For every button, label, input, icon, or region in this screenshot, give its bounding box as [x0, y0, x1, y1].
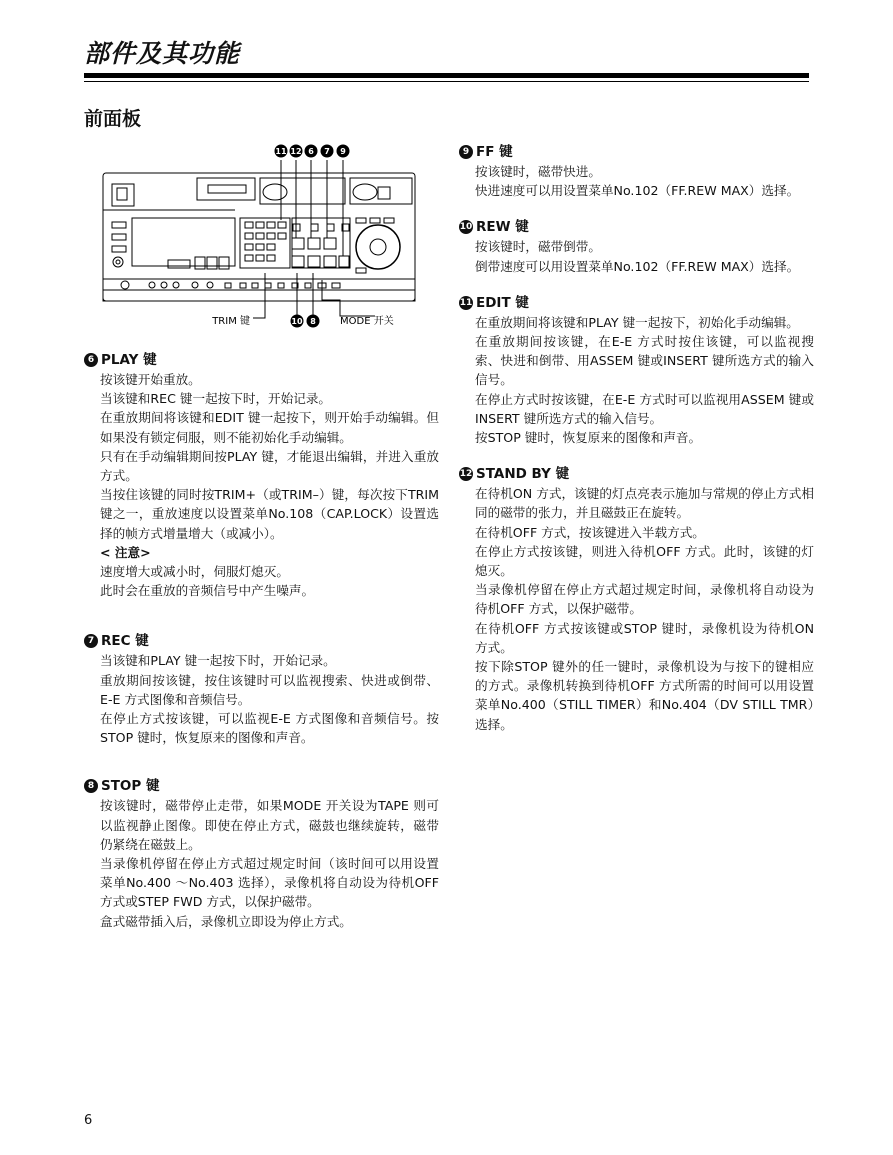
callout-6: 6 — [308, 147, 314, 156]
paragraph: 在停止方式按该键，可以监视E-E 方式图像和音频信号。按STOP 键时，恢复原来的图像和声音。 — [100, 711, 439, 746]
callout-8: 8 — [310, 317, 316, 326]
play-key-title: PLAY 键 — [101, 352, 157, 368]
paragraph: 按该键开始重放。 — [100, 372, 201, 387]
ff-number-badge: 9 — [459, 145, 473, 159]
ff-key-title: FF 键 — [476, 144, 513, 160]
paragraph: 快进速度可以用设置菜单No.102（FF.REW MAX）选择。 — [475, 183, 800, 199]
callout-12: 12 — [290, 147, 302, 156]
ff-key-section — [459, 142, 814, 200]
edit-number-badge: 11 — [459, 297, 473, 308]
paragraph: 在待机ON 方式，该键的灯点亮表示施加与常规的停止方式相同的磁带的张力，并且磁鼓正在旋转。 — [475, 486, 814, 521]
paragraph: 按该键时，磁带快进。 — [475, 164, 601, 179]
paragraph: 按该键时，磁带倒带。 — [475, 239, 601, 255]
paragraph: 当该键和PLAY 键一起按下时，开始记录。 — [100, 653, 336, 669]
stop-key-section — [84, 776, 439, 930]
rew-key-section — [459, 217, 814, 275]
paragraph: 按下除STOP 键外的任一键时，录像机设为与按下的键相应的方式。录像机转换到待机OFF 方式所需的时间可以用设置菜单No.400（STILL TIMER）和No.404（DV STILL TMR）选择。 — [475, 659, 814, 732]
paragraph: 倒带速度可以用设置菜单No.102（FF.REW MAX）选择。 — [475, 258, 800, 274]
paragraph: 在重放期间将该键和PLAY 键一起按下，初始化手动编辑。 — [475, 314, 799, 330]
stop-number-badge: 8 — [84, 779, 98, 793]
play-key-section — [84, 350, 439, 600]
left-column — [84, 350, 439, 948]
callout-9: 9 — [340, 147, 346, 156]
play-number-badge: 6 — [84, 353, 98, 367]
mode-label: MODE 开关 — [340, 316, 394, 327]
rew-number-badge: 10 — [459, 222, 473, 233]
stop-key-title: STOP 键 — [101, 778, 160, 795]
paragraph: 盒式磁带插入后，录像机立即设为停止方式。 — [100, 913, 352, 929]
paragraph: 当该键和REC 键一起按下时，开始记录。 — [100, 391, 332, 407]
section-title: 前面板 — [84, 108, 142, 130]
note-text: 此时会在重放的音频信号中产生噪声。 — [100, 583, 315, 599]
note-heading: < 注意> — [100, 544, 151, 560]
paragraph: 在停止方式按该键，则进入待机OFF 方式。此时，该键的灯熄灭。 — [475, 543, 814, 579]
callout-11: 11 — [275, 147, 287, 156]
paragraph: 在重放期间将该键和EDIT 键一起按下，则开始手动编辑。但如果没有锁定伺服，则不能初始化手动编辑。 — [100, 410, 439, 445]
callout-10: 10 — [291, 317, 303, 326]
panel-body — [103, 173, 415, 301]
paragraph: 只有在手动编辑期间按PLAY 键，才能退出编辑，并进入重放方式。 — [100, 448, 439, 484]
right-column — [459, 142, 814, 751]
standby-key-section — [459, 464, 814, 734]
rec-number-badge: 7 — [84, 634, 98, 648]
paragraph: 按STOP 键时，恢复原来的图像和声音。 — [475, 430, 702, 446]
paragraph: 在待机OFF 方式按该键或STOP 键时，录像机设为待机ON 方式。 — [475, 620, 814, 655]
rew-key-title: REW 键 — [476, 219, 529, 236]
edit-key-title: EDIT 键 — [476, 294, 529, 311]
paragraph: 当录像机停留在停止方式超过规定时间（该时间可以用设置菜单No.400 ～No.403 选择），录像机将自动设为待机OFF 方式或STEP FWD 方式，以保护磁带。 — [100, 856, 439, 910]
paragraph: 当按住该键的同时按TRIM+（或TRIM–）键，每次按下TRIM 键之一，重放速度以设置菜单No.108（CAP.LOCK）设置选择的帧方式增量增大（或减小）。 — [100, 487, 439, 541]
page-number: 6 — [84, 1113, 93, 1128]
page-title: 部件及其功能 — [84, 39, 241, 68]
paragraph: 在待机OFF 方式，按该键进入半载方式。 — [475, 524, 705, 540]
paragraph: 重放期间按该键，按住该键时可以监视搜索、快进或倒带、E-E 方式图像和音频信号。 — [100, 672, 439, 707]
front-panel-diagram — [100, 140, 430, 340]
rec-key-title: REC 键 — [101, 633, 149, 650]
paragraph: 当录像机停留在停止方式超过规定时间，录像机将自动设为待机OFF 方式，以保护磁带。 — [475, 582, 814, 617]
trim-label: TRIM 键 — [212, 316, 250, 327]
paragraph: 按该键时，磁带停止走带，如果MODE 开关设为TAPE 则可以监视静止图像。即使在停止方式，磁鼓也继续旋转，磁带仍紧绕在磁鼓上。 — [100, 798, 439, 852]
callout-7: 7 — [324, 147, 330, 156]
standby-number-badge: 12 — [459, 469, 473, 480]
edit-key-section — [459, 293, 814, 447]
paragraph: 在重放期间按该键，在E-E 方式时按住该键，可以监视搜索、快进和倒带、用ASSEM 键或INSERT 键所选方式的输入信号。 — [475, 334, 814, 388]
note-text: 速度增大或减小时，伺服灯熄灭。 — [100, 564, 289, 580]
title-rule-thick — [84, 73, 809, 78]
standby-key-title: STAND BY 键 — [476, 466, 570, 483]
rec-key-section — [84, 631, 439, 747]
paragraph: 在停止方式时按该键，在E-E 方式时可以监视用ASSEM 键或INSERT 键所选方式的输入信号。 — [475, 391, 814, 426]
title-rule-thin — [84, 81, 809, 82]
